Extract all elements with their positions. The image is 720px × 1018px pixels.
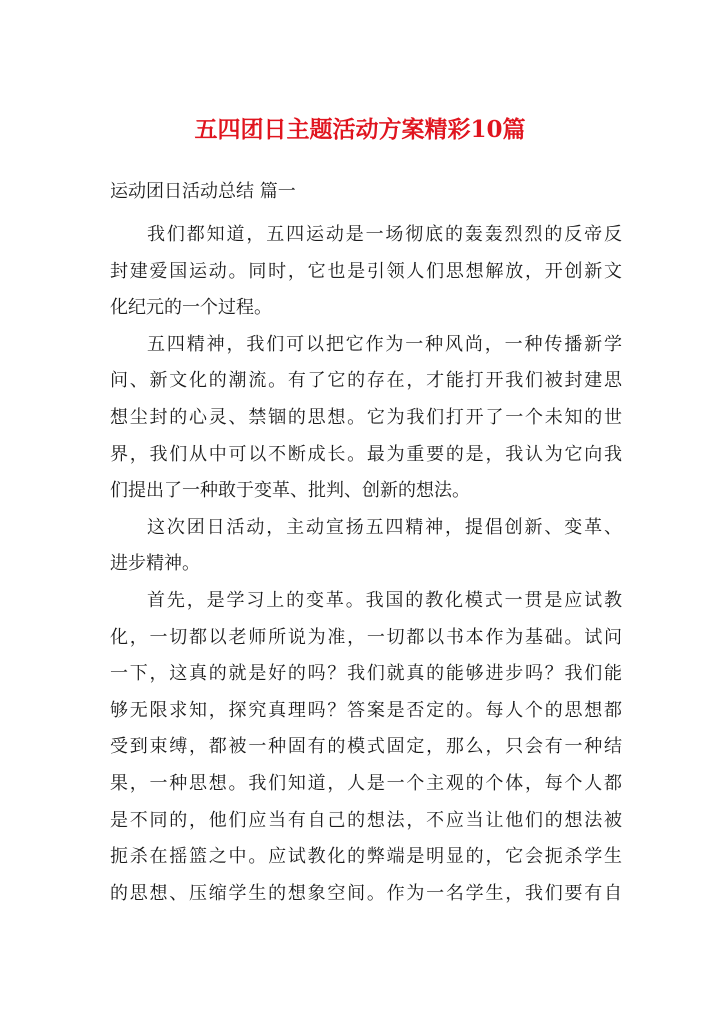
paragraph-line: 一下，这真的就是好的吗？我们就真的能够进步吗？我们能 — [110, 663, 622, 685]
paragraph-line: 进步精神。 — [110, 553, 200, 575]
paragraph-line: 受到束缚，都被一种固有的模式固定，那么，只会有一种结 — [110, 736, 622, 758]
paragraph — [110, 583, 622, 912]
paragraph-line: 问、新文化的潮流。有了它的存在，才能打开我们被封建思 — [110, 370, 622, 392]
paragraph-line: 化纪元的一个过程。 — [110, 297, 272, 319]
paragraph-line: 的思想、压缩学生的想象空间。作为一名学生，我们要有自 — [110, 882, 622, 904]
section-heading: 运动团日活动总结 篇一 — [110, 181, 296, 202]
paragraph-line: 是不同的，他们应当有自己的想法，不应当让他们的想法被 — [110, 809, 622, 831]
paragraph-line: 五四精神，我们可以把它作为一种风尚，一种传播新学 — [147, 333, 622, 355]
paragraph-line: 们提出了一种敢于变革、批判、创新的想法。 — [110, 480, 470, 502]
paragraph — [110, 327, 622, 510]
paragraph-line: 化，一切都以老师所说为准，一切都以书本作为基础。试问 — [110, 626, 622, 648]
paragraph-line: 这次团日活动，主动宣扬五四精神，提倡创新、变革、 — [147, 516, 622, 538]
paragraph-line: 界，我们从中可以不断成长。最为重要的是，我认为它向我 — [110, 443, 622, 465]
paragraph-line: 想尘封的心灵、禁锢的思想。它为我们打开了一个未知的世 — [110, 406, 622, 428]
paragraph-line: 够无限求知，探究真理吗？答案是否定的。每人个的思想都 — [110, 699, 622, 721]
paragraph-line: 我们都知道，五四运动是一场彻底的轰轰烈烈的反帝反 — [147, 224, 622, 245]
paragraph-line: 扼杀在摇篮之中。应试教化的弊端是明显的，它会扼杀学生 — [110, 846, 622, 868]
paragraph — [110, 510, 622, 583]
paragraph — [110, 217, 622, 327]
document-body — [110, 217, 622, 912]
paragraph-line: 封建爱国运动。同时，它也是引领人们思想解放，开创新文 — [110, 260, 622, 282]
paragraph-line: 果，一种思想。我们知道，人是一个主观的个体，每个人都 — [110, 772, 622, 794]
paragraph-line: 首先，是学习上的变革。我国的教化模式一贯是应试教 — [147, 589, 622, 611]
page-title: 五四团日主题活动方案精彩10篇 — [194, 116, 526, 143]
